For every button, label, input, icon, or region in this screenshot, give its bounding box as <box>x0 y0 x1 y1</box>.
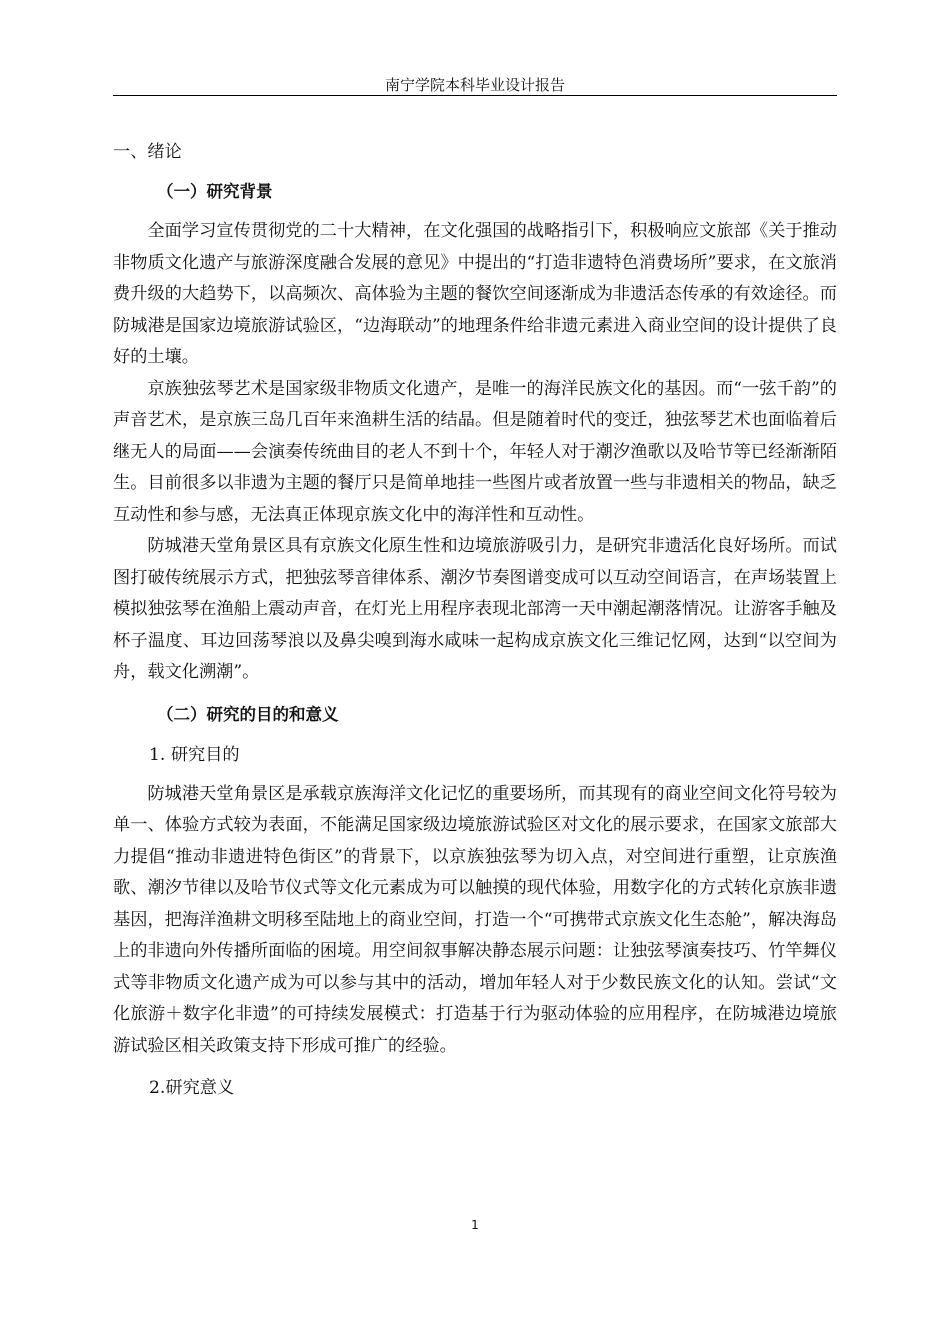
paragraph-background-2: 京族独弦琴艺术是国家级非物质文化遗产，是唯一的海洋民族文化的基因。而“一弦千韵”的声音艺术，是京族三岛几百年来渔耕生活的结晶。但是随着时代的变迁，独弦琴艺术也面临着后继无人的局面——会演奏传统曲目的老人不到十个，年轻人对于潮汐渔歌以及哈节等已经渐渐陌生。目前很多以非遗为主题的餐厅只是简单地挂一些图片或者放置一些与非遗相关的物品，缺乏互动性和参与感，无法真正体现京族文化中的海洋性和互动性。 <box>113 378 837 525</box>
page-number: 1 <box>471 1218 479 1232</box>
section-heading-background: （一）研究背景 <box>157 182 273 201</box>
chapter-heading: 一、绪论 <box>113 142 182 162</box>
section-heading-purpose-significance: （二）研究的目的和意义 <box>157 704 339 724</box>
paragraph-background-1: 全面学习宣传贯彻党的二十大精神，在文化强国的战略指引下，积极响应文旅部《关于推动非物质文化遗产与旅游深度融合发展的意见》中提出的“打造非遗特色消费场所”要求，在文旅消费升级的大趋势下，以高频次、高体验为主题的餐饮空间逐渐成为非遗活态传承的有效途径。而防城港是国家边境旅游试验区，“边海联动”的地理条件给非遗元素进入商业空间的设计提供了良好的土壤。 <box>113 221 837 367</box>
page-body <box>113 134 837 1104</box>
paragraph-purpose: 防城港天堂角景区是承载京族海洋文化记忆的重要场所，而其现有的商业空间文化符号较为单一、体验方式较为表面，不能满足国家级边境旅游试验区对文化的展示要求，在国家文旅部大力提倡“推动非遗进特色街区”的背景下，以京族独弦琴为切入点，对空间进行重塑，让京族渔歌、潮汐节律以及哈节仪式等文化元素成为可以触摸的现代体验，用数字化的方式转化京族非遗基因，把海洋渔耕文明移至陆地上的商业空间，打造一个“可携带式京族文化生态舱”，解决海岛上的非遗向外传播所面临的困境。用空间叙事解决静态展示问题：让独弦琴演奏技巧、竹竿舞仪式等非物质文化遗产成为可以参与其中的活动，增加年轻人对于少数民族文化的认知。尝试“文化旅游＋数字化非遗”的可持续发展模式：打造基于行为驱动体验的应用程序，在防城港边境旅游试验区相关政策支持下形成可推广的经验。 <box>113 783 837 1056</box>
paragraph-background-3: 防城港天堂角景区具有京族文化原生性和边境旅游吸引力，是研究非遗活化良好场所。而试图打破传统展示方式，把独弦琴音律体系、潮汐节奏图谱变成可以互动空间语言，在声场装置上模拟独弦琴在渔船上震动声音，在灯光上用程序表现北部湾一天中潮起潮落情况。让游客手触及杯子温度、耳边回荡琴浪以及鼻尖嗅到海水咸味一起构成京族文化三维记忆网，达到“以空间为舟，载文化溯潮”。 <box>113 536 837 682</box>
subsection-heading-significance: 2.研究意义 <box>149 1078 235 1098</box>
page-header: 南宁学院本科毕业设计报告 <box>113 76 837 96</box>
subsection-heading-purpose: 1. 研究目的 <box>149 744 240 765</box>
